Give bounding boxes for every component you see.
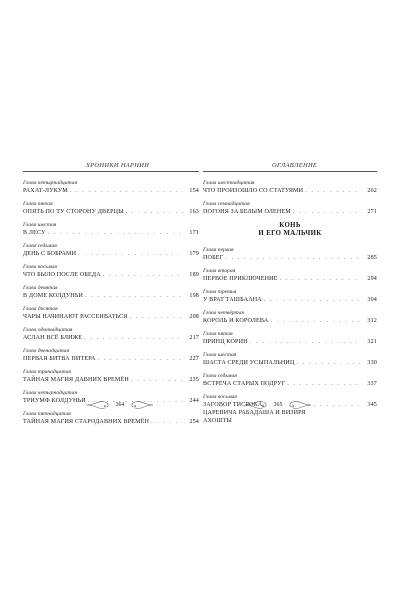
toc-right-page [203,180,377,431]
leader-dots [85,292,183,300]
page-number: 285 [367,255,377,261]
chapter-title: ЧАРЫ НАЧИНАЮТ РАССЕИВАТЬСЯ [23,314,128,320]
chapter-title: В ЛЕСУ [23,230,46,236]
leader-dots [293,208,361,216]
page-number: 330 [367,360,377,366]
chapter-label: Глава вторая [203,268,236,274]
leader-dots [70,187,183,195]
page-number: 244 [189,398,199,404]
leader-dots [151,418,183,426]
chapter-title: ТРИУМФ КОЛДУНЬИ [23,398,86,404]
toc-entry [23,264,199,279]
leader-dots [264,296,361,304]
toc-entry [23,306,199,321]
header-rule-left [23,171,199,172]
page-number: 171 [189,230,199,236]
leader-dots [98,355,183,363]
chapter-label: Глава шестая [23,222,57,228]
chapter-title: АСЛАН ВСЁ БЛИЖЕ [23,335,83,341]
toc-entry [23,243,199,258]
book-heading: КОНЬ И ЕГО МАЛЬЧИК [258,222,322,237]
leader-dots [103,271,183,279]
chapter-label: Глава седьмая [23,243,57,249]
toc-entry [23,201,199,216]
toc-entry [23,369,199,384]
page-number: 198 [189,293,199,299]
chapter-label: Глава четырнадцатая [23,180,78,186]
page-number-right: 365 [273,402,283,408]
leader-dots [270,317,361,325]
chapter-title: ЧТО ПРОИЗОШЛО СО СТАТУЯМИ [203,188,304,194]
toc-entry [203,268,377,283]
page-number: 179 [189,251,199,257]
chapter-label: Глава четырнадцатая [23,390,78,396]
footer-left [85,397,155,413]
chapter-label: Глава семнадцатая [203,201,250,207]
running-head-left: ХРОНИКИ НАРНИИ [86,162,150,169]
leader-dots [126,208,183,216]
page-number: 189 [189,272,199,278]
toc-entry [203,201,377,216]
toc-entry [23,348,199,363]
toc-left-page [23,180,199,432]
chapter-title: В ДОМЕ КОЛДУНЬИ [23,293,84,299]
toc-entry [203,373,377,388]
chapter-title: ВСТРЕЧА СТАРЫХ ПОДРУГ [203,381,286,387]
toc-entry [203,180,377,195]
chapter-label: Глава тринадцатая [23,369,71,375]
leader-dots [48,229,183,237]
toc-entry [23,411,199,426]
chapter-label: Глава пятнадцатая [23,411,71,417]
leader-dots [305,187,361,195]
chapter-title: ПРИНЦ КОРИН [203,339,248,345]
toc-entry [23,180,199,195]
leader-dots [130,313,183,321]
chapter-title: ПЕРВАЯ БИТВА ПИТЕРА [23,356,96,362]
chapter-title: ПОГОНЯ ЗА БЕЛЫМ ОЛЕНЕМ [203,209,291,215]
leader-dots [280,275,361,283]
header-rule-right [203,171,377,172]
chapter-title: ДЕНЬ С БОБРАМИ [23,251,77,257]
page-number: 304 [367,297,377,303]
page-number: 163 [189,209,199,215]
page-number: 227 [189,356,199,362]
chapter-title: ПОБЕГ [203,255,224,261]
leader-dots [297,359,361,367]
chapter-title: ШАСТА СРЕДИ УСЫПАЛЬНИЦ [203,360,295,366]
chapter-label: Глава четвёртая [203,310,245,316]
toc-entry [23,327,199,342]
chapter-label: Глава двенадцатая [23,348,70,354]
chapter-title: ОПЯТЬ ПО ТУ СТОРОНУ ДВЕРЦЫ [23,209,124,215]
chapter-title: РАХАТ-ЛУКУМ [23,188,68,194]
chapter-label: Глава третья [203,289,237,295]
toc-entry [23,222,199,237]
chapter-label: Глава первая [203,247,234,253]
chapter-title: У ВРАТ ТАШБААНА [203,297,262,303]
toc-entry [203,289,377,304]
chapter-label: Глава пятая [203,331,233,337]
page-number: 345 [367,402,377,408]
page-number: 271 [367,209,377,215]
chapter-title: ПЕРВОЕ ПРИКЛЮЧЕНИЕ [203,276,278,282]
leader-dots [250,338,361,346]
page-number: 262 [367,188,377,194]
chapter-label: Глава одиннадцатая [23,327,73,333]
chapter-title: ЗАГОВОР ТИСРОКА, ЦАРЕВИЧА РАБАДАША И ВИЗИРЯ АХОШТЫ [203,402,306,424]
chapter-title: КОРОЛЬ И КОРОЛЕВА [203,318,269,324]
page-number: 294 [367,276,377,282]
chapter-label: Глава восьмая [23,264,57,270]
toc-entry [203,310,377,325]
leader-dots [308,401,361,409]
leader-dots [131,376,183,384]
running-head-right: ОГЛАВЛЕНИЕ [272,162,318,169]
chapter-title: ЧТО БЫЛО ПОСЛЕ ОБЕДА [23,272,101,278]
toc-entry [23,285,199,300]
page-number: 217 [189,335,199,341]
chapter-label: Глава седьмая [203,373,237,379]
chapter-label: Глава шестая [203,352,237,358]
page-number-left: 364 [115,402,125,408]
toc-entry [203,331,377,346]
chapter-label: Глава девятая [23,285,58,291]
footer-right [243,397,313,413]
chapter-title: ТАЙНАЯ МАГИЯ ДАВНИХ ВРЕМЁН [23,377,129,383]
page-number: 154 [189,188,199,194]
page-number: 208 [189,314,199,320]
leader-dots [287,380,361,388]
page-number: 321 [367,339,377,345]
chapter-label: Глава шестнадцатая [203,180,255,186]
chapter-label: Глава пятая [23,201,53,207]
chapter-label: Глава десятая [23,306,58,312]
toc-entry [203,247,377,262]
leader-dots [78,250,183,258]
page-number: 337 [367,381,377,387]
page-number: 235 [189,377,199,383]
page-number: 312 [367,318,377,324]
page-number: 254 [189,419,199,425]
leader-dots [225,254,361,262]
chapter-title: ТАЙНАЯ МАГИЯ СТАРОДАВНИХ ВРЕМЁН [23,419,150,425]
toc-entry [203,352,377,367]
leader-dots [84,334,183,342]
chapter-label: Глава восьмая [203,394,237,400]
